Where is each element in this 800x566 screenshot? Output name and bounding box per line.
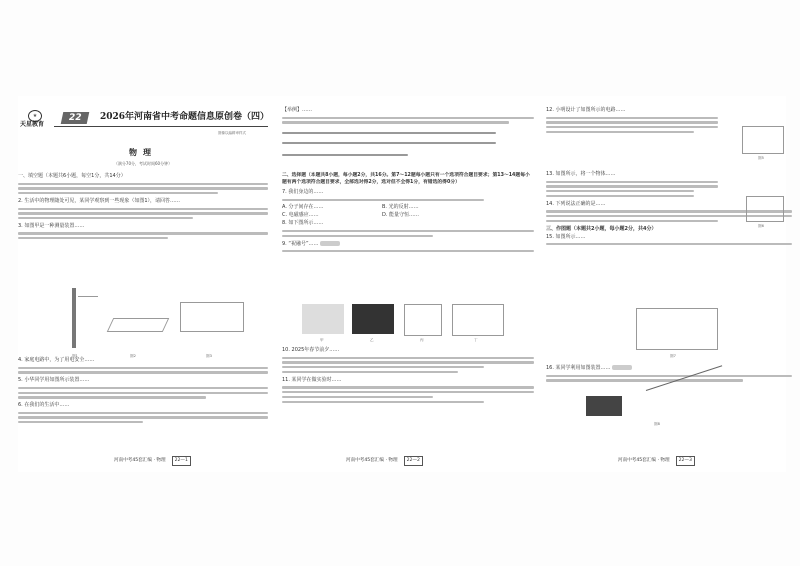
question-block-1 xyxy=(18,172,268,242)
section-2 xyxy=(282,172,534,255)
figure-9-a-label: 甲 xyxy=(320,338,324,342)
figure-1-scale xyxy=(78,296,98,297)
figure-6 xyxy=(746,196,784,222)
question-11: 11. 某同学在做实验时…… xyxy=(282,376,342,383)
figure-9-b xyxy=(352,304,394,334)
figure-2-label: 图2 xyxy=(130,354,136,358)
page-number: 22—1 xyxy=(172,456,191,466)
figure-9-d xyxy=(452,304,504,336)
figure-9-b-label: 乙 xyxy=(370,338,374,342)
figure-2-block xyxy=(107,318,170,332)
figure-6-label: 图6 xyxy=(758,224,764,228)
question-15: 15. 如图所示…… xyxy=(546,233,586,240)
option-b: B. 光的反射…… xyxy=(382,204,419,211)
question-8: 8. 如下图所示…… xyxy=(282,220,324,227)
figure-3-label: 图3 xyxy=(206,354,212,358)
figure-9-c xyxy=(404,304,442,336)
question-9: 9. “祝融号”…… xyxy=(282,240,534,248)
question-3: 3. 如图甲是一种测量装置…… xyxy=(18,222,85,229)
header-subtitle: 图像以编辑审样式 xyxy=(218,131,246,135)
publisher-name: 天星教育 xyxy=(20,121,45,128)
option-d: D. 能量守恒…… xyxy=(382,212,420,219)
figure-9-a xyxy=(302,304,344,334)
question-10: 10. 2025年春节前夕…… xyxy=(282,347,340,353)
figure-1-label: 图1 xyxy=(72,354,78,358)
question-6: 6. 在我们的生活中…… xyxy=(18,402,70,409)
question-5: 5. 小华同学用如图所示装置…… xyxy=(18,377,90,384)
section-heading-fill: 一、填空题（本题共6小题，每空1分，共14分） xyxy=(18,173,126,179)
page-footer-1 xyxy=(114,456,191,466)
page-footer-2 xyxy=(346,456,423,466)
question-2: 2. 生活中的物理随处可见，某同学观察到一些现象（如图1），请回答…… xyxy=(18,197,181,204)
page-number: 22—2 xyxy=(404,456,423,466)
footer-text: 河南中考45套汇编 · 物理 xyxy=(618,458,670,463)
publisher-logo xyxy=(20,110,48,132)
exam-header xyxy=(18,112,270,135)
question-16: 16. 某同学利用如图装置…… xyxy=(546,364,792,372)
option-a: A. 分子间存在…… xyxy=(282,204,324,211)
exam-title: 2026年河南省中考命题信息原创卷（四） xyxy=(100,112,270,122)
footer-text: 河南中考45套汇编 · 物理 xyxy=(114,458,166,463)
figure-9-d-label: 丁 xyxy=(474,338,478,342)
figure-5 xyxy=(742,126,784,154)
question-7-options xyxy=(282,203,482,219)
option-c: C. 电磁感应…… xyxy=(282,212,319,219)
question-block-4 xyxy=(282,346,534,405)
footer-text: 河南中考45套汇编 · 物理 xyxy=(346,458,398,463)
question-block-7 xyxy=(546,364,792,384)
figure-5-label: 图5 xyxy=(758,156,764,160)
figure-9-c-label: 丙 xyxy=(420,338,424,342)
figure-8-photo xyxy=(586,396,622,416)
section-heading-drawing: 三、作图题（本题共2小题，每小题2分，共4分） xyxy=(546,225,657,232)
figure-7-label: 图7 xyxy=(670,354,676,358)
exam-sheet xyxy=(18,96,786,472)
question-12: 12. 小明设计了如图所示的电路…… xyxy=(546,107,626,113)
paper-number-badge: 22 xyxy=(61,112,90,124)
exam-meta: （满分70分，考试时间60分钟） xyxy=(113,161,173,166)
question-block-2 xyxy=(18,356,268,426)
question-7: 7. 我们身边的…… xyxy=(282,189,324,195)
figure-8-label: 图8 xyxy=(654,422,660,426)
figure-7 xyxy=(636,308,718,350)
star-logo-icon: ★ xyxy=(28,110,42,122)
question-13: 13. 如图所示，将一个物体…… xyxy=(546,171,616,177)
figure-1-rod xyxy=(72,288,76,348)
page-footer-3 xyxy=(618,456,695,466)
subject-title: 物理 xyxy=(129,147,157,157)
question-block-3 xyxy=(282,106,534,159)
header-rule xyxy=(54,126,268,127)
question-4: 4. 家庭电路中，为了用电安全…… xyxy=(18,357,95,363)
page-number: 22—3 xyxy=(676,456,695,466)
section-heading-choice: 二、选择题（本题共8小题，每小题2分，共16分。第7～12题每小题只有一个选项符合题目要求；第13～14题每小题有两个选项符合题目要求，全部选对得2分，选对但不全得1分，有错选的得0分） xyxy=(282,173,530,185)
figure-3-circuit xyxy=(180,302,244,332)
example-note: 【举例】…… xyxy=(282,107,313,113)
question-14: 14. 下列说法正确的是…… xyxy=(546,200,606,207)
